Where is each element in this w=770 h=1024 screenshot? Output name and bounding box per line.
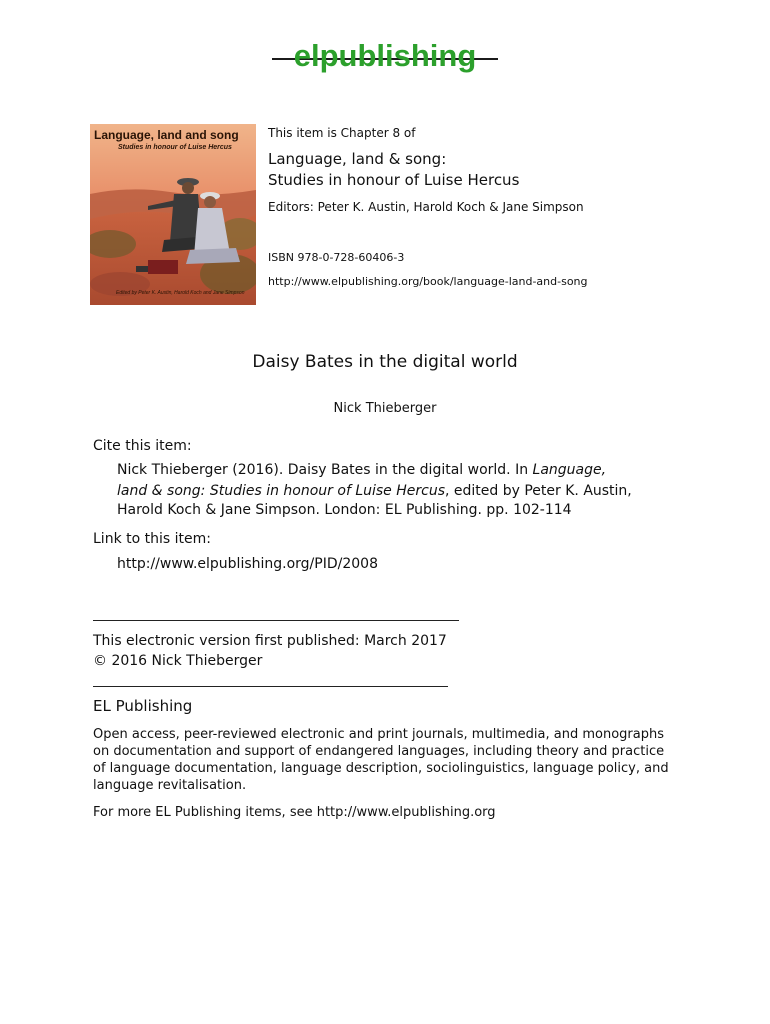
publisher-name: EL Publishing xyxy=(93,697,193,715)
book-isbn: ISBN 978-0-728-60406-3 xyxy=(268,251,405,264)
chapter-line: This item is Chapter 8 of xyxy=(268,126,416,140)
cover-editors: Edited by Peter K. Austin, Harold Koch and Jane Simpson xyxy=(116,290,245,296)
citation-text-2: , edited by Peter K. Austin, xyxy=(445,483,632,499)
copyright-line: © 2016 Nick Thieberger xyxy=(93,653,263,669)
item-permalink[interactable]: http://www.elpublishing.org/PID/2008 xyxy=(117,556,378,572)
citation-text-1: Nick Thieberger (2016). Daisy Bates in the digital world. In xyxy=(117,462,533,478)
book-editors: Editors: Peter K. Austin, Harold Koch & Jane Simpson xyxy=(268,200,584,214)
publisher-more-link[interactable]: For more EL Publishing items, see http://www.elpublishing.org xyxy=(93,805,496,820)
citation-line-3: Harold Koch & Jane Simpson. London: EL Publishing. pp. 102-114 xyxy=(117,502,572,518)
book-cover-image xyxy=(90,124,256,305)
citation-line-1 xyxy=(117,462,606,478)
first-published-line: This electronic version first published: March 2017 xyxy=(93,633,447,649)
book-title-line-1: Language, land & song: xyxy=(268,150,447,168)
cover-photo xyxy=(90,124,256,305)
citation-book-title-part-2: land & song: Studies in honour of Luise Hercus xyxy=(117,483,446,499)
article-author: Nick Thieberger xyxy=(333,401,437,416)
citation-book-title-part-1: Language, xyxy=(532,462,607,478)
logo-wordmark: elpublishing xyxy=(293,38,477,73)
divider-rule xyxy=(93,620,459,621)
citation-line-2 xyxy=(117,483,632,499)
el-publishing-logo xyxy=(272,38,498,74)
cite-heading: Cite this item: xyxy=(93,438,192,454)
book-title-line-2: Studies in honour of Luise Hercus xyxy=(268,171,520,189)
link-heading: Link to this item: xyxy=(93,531,211,547)
publisher-description: Open access, peer-reviewed electronic and print journals, multimedia, and monographs on documentation and support of endangered languages, including theory and practice of language documentation, language description, sociolinguistics, language policy, and language revitalisation. xyxy=(93,727,669,793)
book-url-link[interactable]: http://www.elpublishing.org/book/language-land-and-song xyxy=(268,275,588,288)
article-title: Daisy Bates in the digital world xyxy=(252,352,518,372)
divider-rule xyxy=(93,686,448,687)
cover-title: Language, land and song xyxy=(94,128,239,142)
cover-subtitle: Studies in honour of Luise Hercus xyxy=(118,144,232,151)
